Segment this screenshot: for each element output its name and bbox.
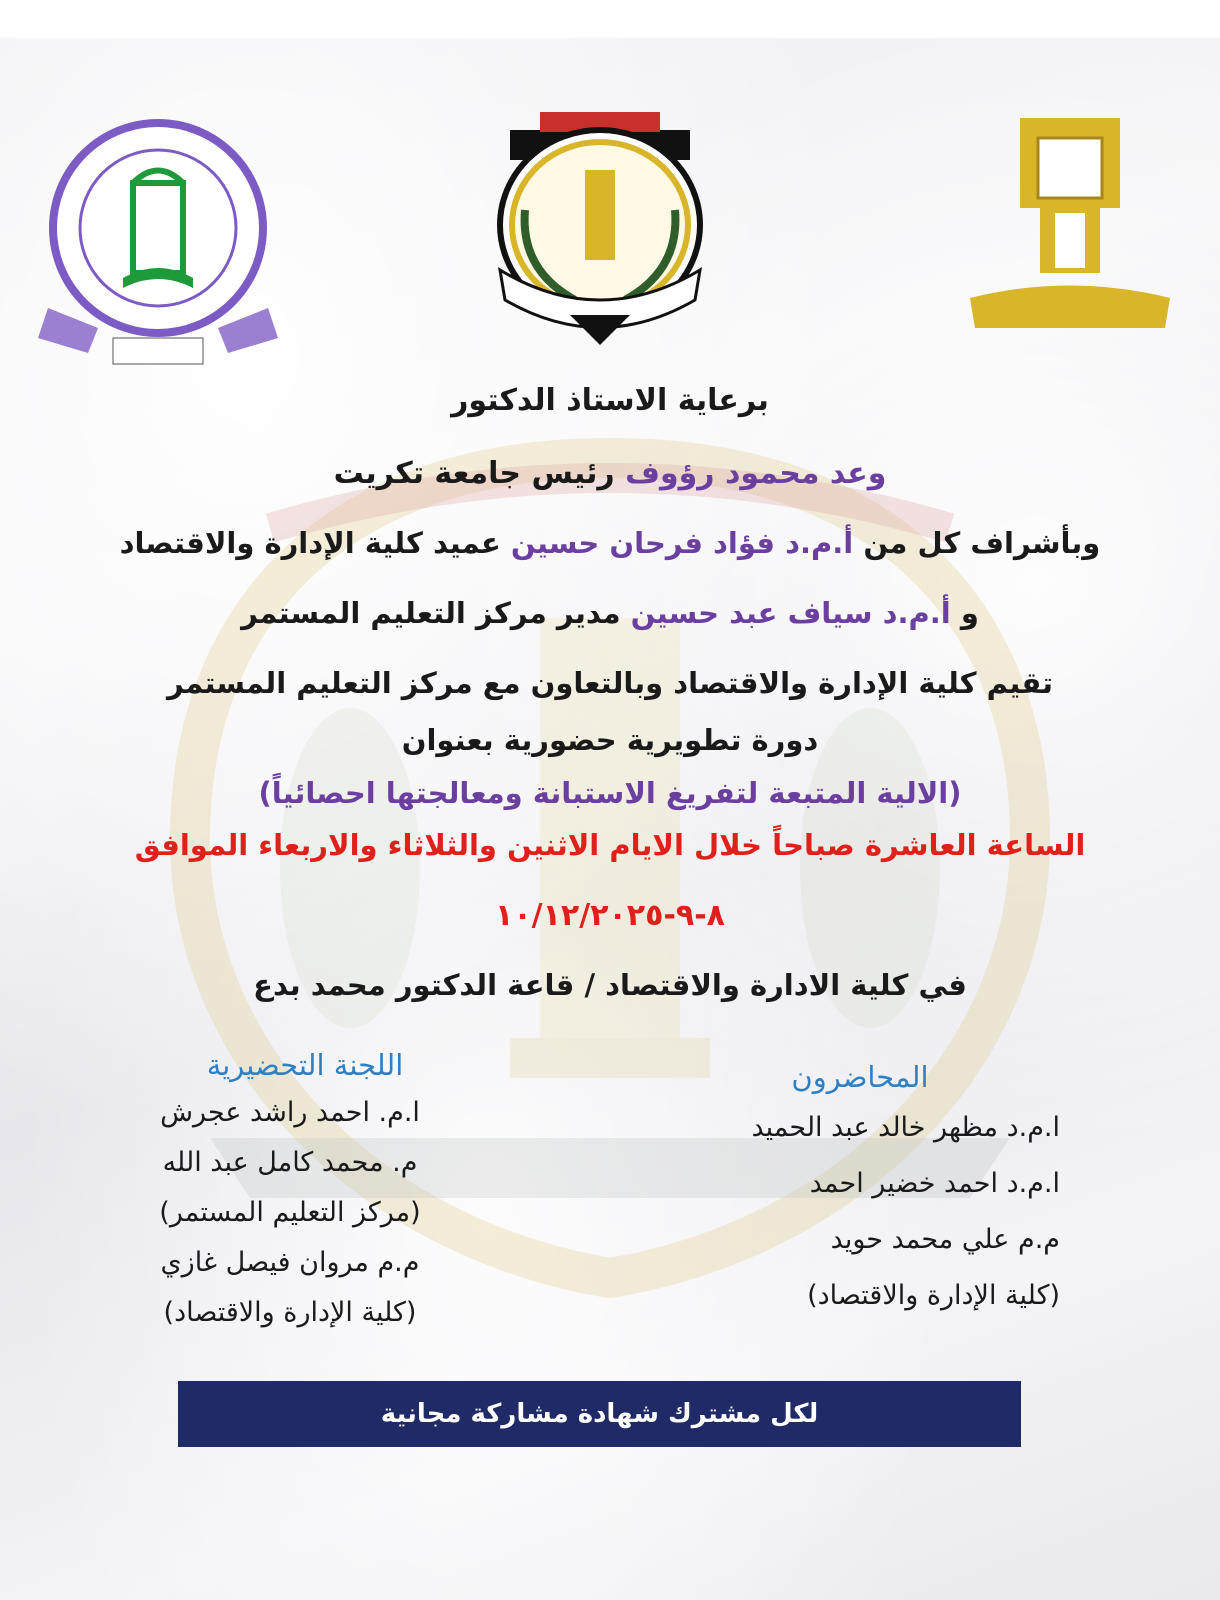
schedule-line: الساعة العاشرة صباحاً خلال الايام الاثنين والثلاثاء والاربعاء الموافق bbox=[134, 828, 1086, 862]
committee-member: م. محمد كامل عبد الله bbox=[162, 1147, 418, 1178]
university-logo bbox=[960, 98, 1180, 338]
venue-line: في كلية الادارة والاقتصاد / قاعة الدكتور محمد بدع bbox=[253, 968, 967, 1002]
lecturers-heading: المحاضرون bbox=[791, 1060, 929, 1094]
patronage-line: برعاية الاستاذ الدكتور bbox=[451, 383, 769, 418]
college-logo bbox=[28, 98, 288, 368]
poster-sheet bbox=[0, 38, 1220, 1600]
committee-heading: اللجنة التحضيرية bbox=[206, 1048, 404, 1082]
supervision-prefix: وبأشراف كل من bbox=[853, 526, 1101, 560]
dean-name: أ.م.د فؤاد فرحان حسين bbox=[510, 526, 854, 560]
committee-affiliation: (مركز التعليم المستمر) bbox=[159, 1197, 421, 1228]
committee-column bbox=[140, 1048, 440, 1338]
certificate-banner: لكل مشترك شهادة مشاركة مجانية bbox=[178, 1381, 1021, 1447]
president-line bbox=[0, 456, 1220, 491]
dean-line bbox=[0, 526, 1220, 560]
organizer-line: تقيم كلية الإدارة والاقتصاد وبالتعاون مع مركز التعليم المستمر bbox=[167, 666, 1053, 700]
lecturer: م.م علي محمد حويد bbox=[830, 1224, 1060, 1255]
center-logo bbox=[480, 100, 720, 350]
director-name: أ.م.د سياف عبد حسين bbox=[630, 596, 951, 630]
course-intro: دورة تطويرية حضورية بعنوان bbox=[401, 723, 819, 757]
president-name: وعد محمود رؤوف bbox=[625, 456, 887, 491]
committee-member: ا.م. احمد راشد عجرش bbox=[160, 1097, 420, 1128]
lecturers-column bbox=[700, 1060, 1060, 1324]
course-title: (الالية المتبعة لتفريغ الاستبانة ومعالجتها احصائياً) bbox=[258, 776, 962, 810]
date-line: ٨-٩-١٠/١٢/٢٠٢٥ bbox=[495, 898, 725, 933]
committee-affiliation: (كلية الإدارة والاقتصاد) bbox=[163, 1297, 417, 1328]
dean-title: عميد كلية الإدارة والاقتصاد bbox=[119, 526, 511, 560]
president-title: رئيس جامعة تكريت bbox=[333, 456, 626, 491]
director-line bbox=[0, 596, 1220, 630]
lecturer: ا.م.د احمد خضير احمد bbox=[809, 1168, 1060, 1199]
lecturer-affiliation: (كلية الإدارة والاقتصاد) bbox=[807, 1280, 1060, 1311]
committee-member: م.م مروان فيصل غازي bbox=[160, 1247, 420, 1278]
lecturer: ا.م.د مظهر خالد عبد الحميد bbox=[751, 1112, 1060, 1143]
and-prefix: و bbox=[950, 596, 979, 630]
director-title: مدير مركز التعليم المستمر bbox=[241, 596, 631, 630]
